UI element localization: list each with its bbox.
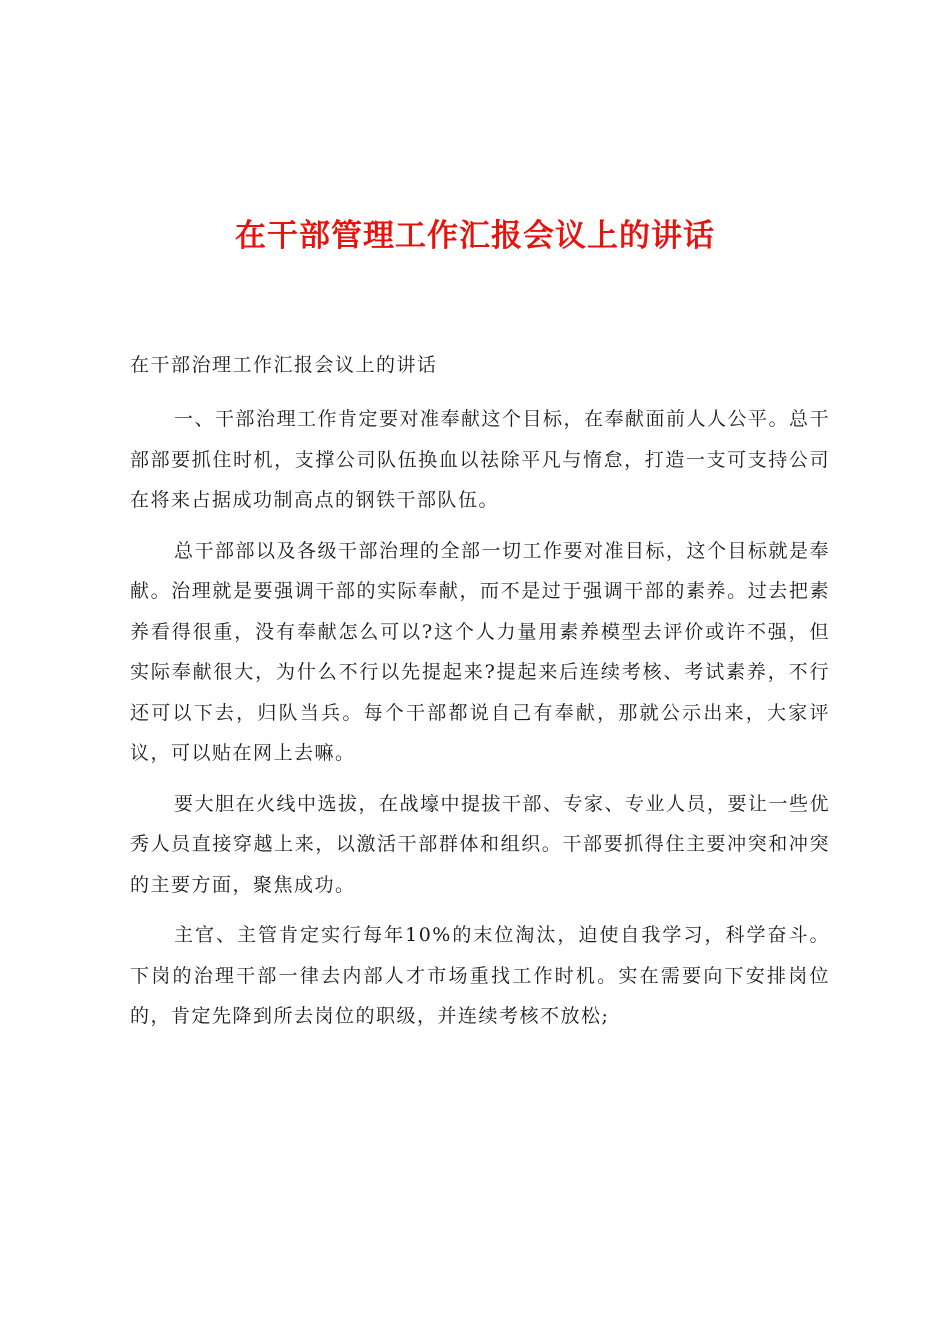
paragraph-2: 总干部部以及各级干部治理的全部一切工作要对准目标，这个目标就是奉献。治理就是要强调干部的实际奉献，而不是过于强调干部的素养。过去把素养看得很重，没有奉献怎么可以?这个人力量用素养模型去评价或许不强，但实际奉献很大，为什么不行以先提起来?提起来后连续考核、考试素养，不行还可以下去，归队当兵。每个干部都说自己有奉献，那就公示出来，大家评议，可以贴在网上去嘛。 xyxy=(130,539,831,764)
paragraph-3: 要大胆在火线中选拔，在战壕中提拔干部、专家、专业人员，要让一些优秀人员直接穿越上来，以激活干部群体和组织。干部要抓得住主要冲突和冲突的主要方面，聚焦成功。 xyxy=(130,792,831,896)
document-subtitle: 在干部治理工作汇报会议上的讲话 xyxy=(130,354,438,376)
paragraph-1: 一、干部治理工作肯定要对准奉献这个目标，在奉献面前人人公平。总干部部要抓住时机，支撑公司队伍换血以祛除平凡与惰怠，打造一支可支持公司在将来占据成功制高点的钢铁干部队伍。 xyxy=(130,408,831,511)
document-title: 在干部管理工作汇报会议上的讲话 xyxy=(235,218,715,254)
document-body xyxy=(130,345,830,1047)
paragraph-4: 主官、主管肯定实行每年10%的末位淘汰，迫使自我学习，科学奋斗。下岗的治理干部一律去内部人才市场重找工作时机。实在需要向下安排岗位的，肯定先降到所去岗位的职级，并连续考核不放松; xyxy=(130,924,830,1027)
